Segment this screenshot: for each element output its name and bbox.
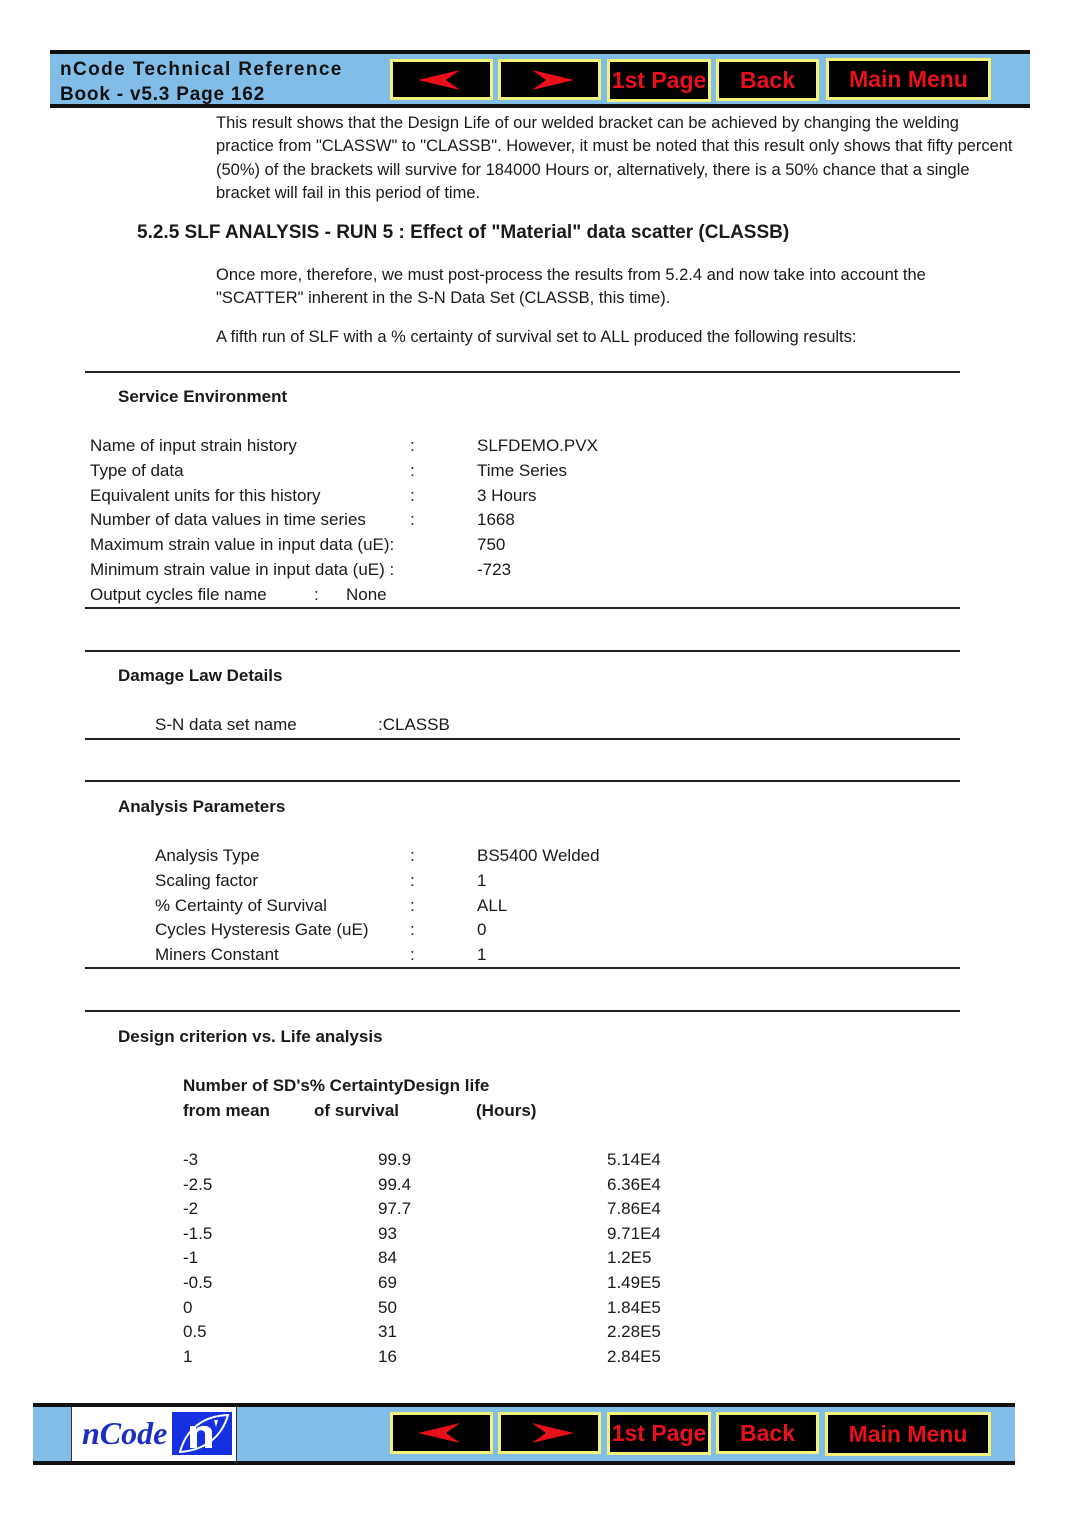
- intro-paragraph: This result shows that the Design Life of our welded bracket can be achieved by changing the welding practice from "CLASSW" to "CLASSB". However, it must be noted that this result only shows that fifty percent (50%) of the brackets will survive for 184000 Hours or, alternatively, there is a 50% chance that a single bracket will fail in this period of time.: [216, 114, 1013, 202]
- row-label: Name of input strain history: [90, 436, 297, 455]
- ncode-logo-icon: [172, 1412, 232, 1455]
- row-separator: :: [410, 486, 415, 505]
- section-paragraph-2: A fifth run of SLF with a % certainty of survival set to ALL produced the following results:: [216, 328, 857, 346]
- document-title-line2: Book - v5.3 Page 162: [60, 84, 266, 105]
- left-arrow-icon: [416, 1422, 468, 1444]
- cell-sd: 0: [183, 1298, 193, 1317]
- row-value: 1: [477, 945, 487, 964]
- damage-law-title: Damage Law Details: [118, 666, 283, 685]
- divider: [85, 738, 960, 740]
- row-label: Analysis Type: [155, 846, 260, 865]
- right-arrow-icon: [524, 1422, 576, 1444]
- row-separator: :: [410, 871, 415, 890]
- left-arrow-icon: [416, 69, 468, 91]
- row-separator: :: [410, 510, 415, 529]
- cell-sd: -2: [183, 1199, 199, 1218]
- cell-life: 1.84E5: [607, 1298, 661, 1317]
- divider: [85, 780, 960, 782]
- cell-sd: 1: [183, 1347, 193, 1366]
- cell-certainty: 97.7: [378, 1199, 412, 1218]
- design-criterion-title: Design criterion vs. Life analysis: [118, 1027, 383, 1046]
- back-label: Back: [740, 66, 795, 93]
- cell-certainty: 69: [378, 1273, 397, 1292]
- row-label: Maximum strain value in input data (uE):: [90, 535, 395, 554]
- row-value: 750: [477, 535, 506, 554]
- footer-bar: [33, 1403, 1015, 1465]
- row-value: -723: [477, 560, 512, 579]
- cell-sd: -2.5: [183, 1175, 213, 1194]
- first-page-label: 1st Page: [611, 1420, 707, 1446]
- divider: [85, 650, 960, 652]
- row-value: 1: [477, 871, 487, 890]
- section-heading: 5.2.5 SLF ANALYSIS - RUN 5 : Effect of "Material" data scatter (CLASSB): [137, 222, 790, 243]
- cell-certainty: 16: [378, 1347, 397, 1366]
- row-separator: :: [410, 920, 415, 939]
- cell-sd: -0.5: [183, 1273, 213, 1292]
- first-page-label: 1st Page: [611, 67, 707, 93]
- cell-certainty: 99.9: [378, 1150, 412, 1169]
- row-label: S-N data set name: [155, 715, 297, 734]
- cell-life: 2.28E5: [607, 1322, 661, 1341]
- row-value: :CLASSB: [378, 715, 450, 734]
- row-separator: :: [410, 846, 415, 865]
- cell-life: 5.14E4: [607, 1150, 661, 1169]
- document-title: [60, 57, 343, 107]
- row-label: Scaling factor: [155, 871, 258, 890]
- row-value: ALL: [477, 896, 508, 915]
- divider: [85, 967, 960, 969]
- row-separator: :: [410, 461, 415, 480]
- first-page-button[interactable]: [607, 1412, 711, 1455]
- previous-page-button[interactable]: [390, 1412, 493, 1454]
- back-button[interactable]: [716, 1412, 819, 1454]
- analysis-parameters-title: Analysis Parameters: [118, 797, 286, 816]
- row-separator: :: [410, 945, 415, 964]
- service-environment-title: Service Environment: [118, 387, 288, 406]
- first-page-button[interactable]: [607, 59, 711, 102]
- header-bar: [50, 50, 1030, 108]
- back-button[interactable]: [716, 59, 819, 101]
- cell-certainty: 50: [378, 1298, 397, 1317]
- table-header-line1: Number of SD's% CertaintyDesign life: [183, 1076, 490, 1095]
- divider: [85, 607, 960, 609]
- row-value: 1668: [477, 510, 515, 529]
- column-header-life: (Hours): [476, 1101, 537, 1120]
- divider: [85, 371, 960, 373]
- row-value: SLFDEMO.PVX: [477, 436, 598, 455]
- cell-sd: -1.5: [183, 1224, 213, 1243]
- row-separator: :: [410, 896, 415, 915]
- row-label: Cycles Hysteresis Gate (uE): [155, 920, 369, 939]
- document-title-line1: nCode Technical Reference: [60, 59, 343, 80]
- next-page-button[interactable]: [498, 1412, 601, 1454]
- cell-life: 2.84E5: [607, 1347, 661, 1366]
- cell-sd: -1: [183, 1248, 199, 1267]
- row-label: Number of data values in time series: [90, 510, 366, 529]
- right-arrow-icon: [524, 69, 576, 91]
- cell-sd: 0.5: [183, 1322, 207, 1341]
- row-value: 3 Hours: [477, 486, 537, 505]
- row-separator: :: [410, 436, 415, 455]
- cell-life: 9.71E4: [607, 1224, 661, 1243]
- row-separator: :: [314, 585, 319, 604]
- cell-life: 1.49E5: [607, 1273, 661, 1292]
- cell-life: 7.86E4: [607, 1199, 661, 1218]
- main-menu-button[interactable]: [826, 58, 991, 100]
- row-label: Output cycles file name: [90, 585, 267, 604]
- cell-certainty: 99.4: [378, 1175, 412, 1194]
- row-value: None: [346, 585, 387, 604]
- cell-sd: -3: [183, 1150, 199, 1169]
- main-menu-label: Main Menu: [848, 1420, 968, 1447]
- column-header-sd: from mean: [183, 1101, 270, 1120]
- main-menu-label: Main Menu: [849, 65, 968, 92]
- cell-certainty: 84: [378, 1248, 397, 1267]
- ncode-logo[interactable]: [71, 1407, 237, 1461]
- back-label: Back: [740, 1419, 795, 1446]
- row-value: Time Series: [477, 461, 568, 480]
- divider: [85, 1010, 960, 1012]
- cell-life: 1.2E5: [607, 1248, 652, 1267]
- cell-life: 6.36E4: [607, 1175, 661, 1194]
- section-paragraph-1: Once more, therefore, we must post-process the results from 5.2.4 and now take into account the "SCATTER" inherent in the S-N Data Set (CLASSB, this time).: [216, 266, 926, 308]
- row-label: Minimum strain value in input data (uE) :: [90, 560, 395, 579]
- row-label: % Certainty of Survival: [155, 896, 327, 915]
- column-header-certainty: of survival: [314, 1101, 400, 1120]
- logo-text: nCode: [82, 1415, 168, 1451]
- next-page-button[interactable]: [498, 59, 601, 100]
- row-label: Miners Constant: [155, 945, 279, 964]
- row-label: Type of data: [90, 461, 184, 480]
- cell-certainty: 31: [378, 1322, 397, 1341]
- row-label: Equivalent units for this history: [90, 486, 321, 505]
- row-value: 0: [477, 920, 487, 939]
- cell-certainty: 93: [378, 1224, 397, 1243]
- previous-page-button[interactable]: [390, 59, 493, 100]
- main-menu-button[interactable]: [825, 1412, 991, 1456]
- row-value: BS5400 Welded: [477, 846, 600, 865]
